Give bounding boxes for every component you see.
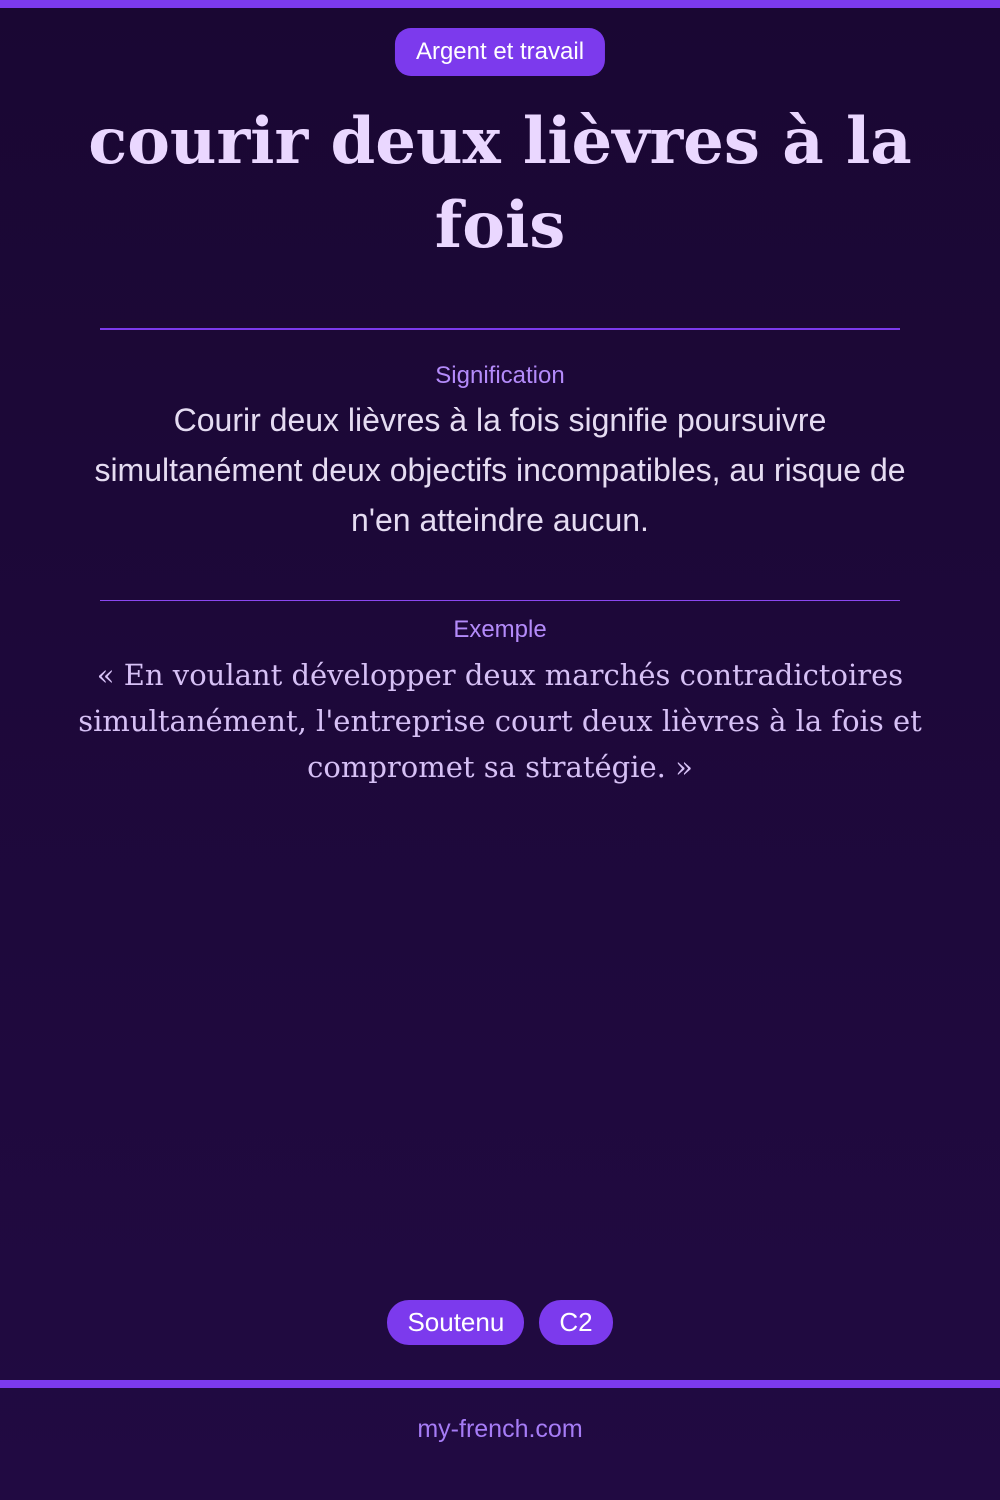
site-footer: my-french.com [417, 1415, 583, 1443]
section-divider [100, 600, 900, 601]
top-accent-bar [0, 0, 1000, 8]
level-tag: C2 [539, 1300, 612, 1345]
register-tag: Soutenu [387, 1300, 524, 1345]
title-divider [100, 328, 900, 330]
meaning-label: Signification [435, 362, 565, 389]
example-label: Exemple [453, 616, 547, 643]
tag-list [0, 1300, 1000, 1345]
bottom-accent-bar [0, 1380, 1000, 1388]
meaning-text: Courir deux lièvres à la fois signifie poursuivre simultanément deux objectifs incompatibles, au risque de n'en atteindre aucun. [94, 402, 906, 538]
example-text: « En voulant développer deux marchés contradictoires simultanément, l'entreprise court deux lièvres à la fois et compromet sa stratégie. » [78, 658, 922, 784]
expression-title: courir deux lièvres à la fois [88, 104, 912, 263]
category-badge: Argent et travail [395, 28, 605, 76]
